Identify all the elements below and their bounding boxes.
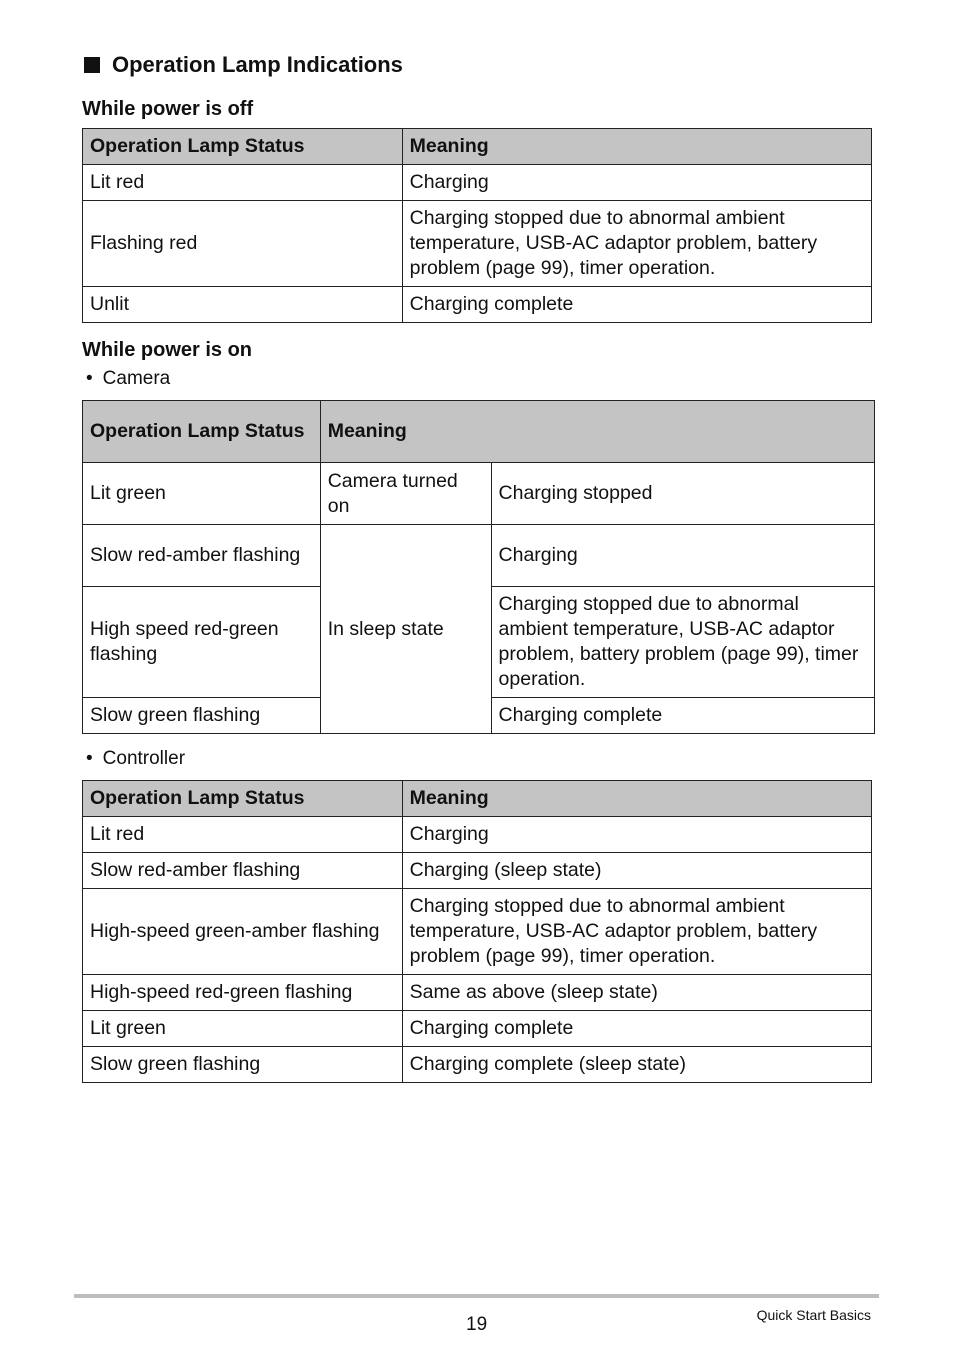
meaning-cell: Charging stopped: [491, 463, 874, 525]
bullet-label: Controller: [102, 748, 186, 769]
column-header: Operation Lamp Status: [83, 129, 403, 165]
table-row: [83, 463, 875, 525]
status-cell: Slow red-amber flashing: [83, 853, 403, 889]
footer-divider: [74, 1294, 879, 1298]
status-cell: Slow green flashing: [83, 698, 321, 734]
status-cell: Lit green: [83, 1011, 403, 1047]
power-on-heading: While power is on: [82, 339, 253, 361]
meaning-cell: Same as above (sleep state): [402, 975, 871, 1011]
status-cell: Flashing red: [83, 201, 403, 287]
status-cell: Lit red: [83, 817, 403, 853]
table-row: [83, 201, 872, 287]
column-header: Operation Lamp Status: [83, 781, 403, 817]
table-row: [83, 817, 872, 853]
table-row: [83, 1011, 872, 1047]
status-cell: High-speed green-amber flashing: [83, 889, 403, 975]
meaning-cell: Charging: [402, 817, 871, 853]
page-title: Operation Lamp Indications: [112, 52, 403, 77]
square-bullet-icon: [84, 57, 100, 73]
status-cell: High-speed red-green flashing: [83, 975, 403, 1011]
status-cell: Slow green flashing: [83, 1047, 403, 1083]
bullet-dot-icon: •: [86, 368, 93, 389]
meaning-cell: Charging (sleep state): [402, 853, 871, 889]
meaning-cell: Charging: [402, 165, 871, 201]
table-header-row: [83, 781, 872, 817]
status-cell: Lit red: [83, 165, 403, 201]
table-row: [83, 889, 872, 975]
meaning-cell: Charging stopped due to abnormal ambient temperature, USB-AC adaptor problem, battery problem (page 99), timer operation.: [402, 201, 871, 287]
table-row: [83, 525, 875, 587]
state-cell: Camera turned on: [320, 463, 491, 525]
meaning-cell: Charging complete: [402, 287, 871, 323]
meaning-cell: Charging complete (sleep state): [402, 1047, 871, 1083]
table-row: [83, 853, 872, 889]
table-row: [83, 165, 872, 201]
table-header-row: [83, 401, 875, 463]
meaning-cell: Charging complete: [402, 1011, 871, 1047]
power-off-heading: While power is off: [82, 98, 254, 120]
meaning-cell: Charging stopped due to abnormal ambient temperature, USB-AC adaptor problem, battery problem (page 99), timer operation.: [402, 889, 871, 975]
status-cell: High speed red-green flashing: [83, 587, 321, 698]
page-number: 19: [466, 1314, 488, 1335]
meaning-cell: Charging stopped due to abnormal ambient temperature, USB-AC adaptor problem, battery problem (page 99), timer operation.: [491, 587, 874, 698]
table-row: [83, 975, 872, 1011]
bullet-dot-icon: •: [86, 748, 93, 769]
column-header: Operation Lamp Status: [83, 401, 321, 463]
footer-section-name: Quick Start Basics: [756, 1307, 871, 1323]
camera-table: [82, 400, 875, 734]
camera-bullet: [86, 368, 170, 390]
status-cell: Lit green: [83, 463, 321, 525]
column-header: Meaning: [402, 781, 871, 817]
controller-bullet: [86, 748, 185, 770]
table-row: [83, 1047, 872, 1083]
state-cell: In sleep state: [320, 525, 491, 734]
status-cell: Slow red-amber flashing: [83, 525, 321, 587]
bullet-label: Camera: [102, 368, 171, 389]
controller-table: [82, 780, 872, 1083]
status-cell: Unlit: [83, 287, 403, 323]
meaning-cell: Charging: [491, 525, 874, 587]
column-header: Meaning: [402, 129, 871, 165]
table-header-row: [83, 129, 872, 165]
meaning-cell: Charging complete: [491, 698, 874, 734]
column-header: Meaning: [320, 401, 874, 463]
power-off-table: [82, 128, 872, 323]
table-row: [83, 287, 872, 323]
section-heading: [84, 52, 403, 78]
